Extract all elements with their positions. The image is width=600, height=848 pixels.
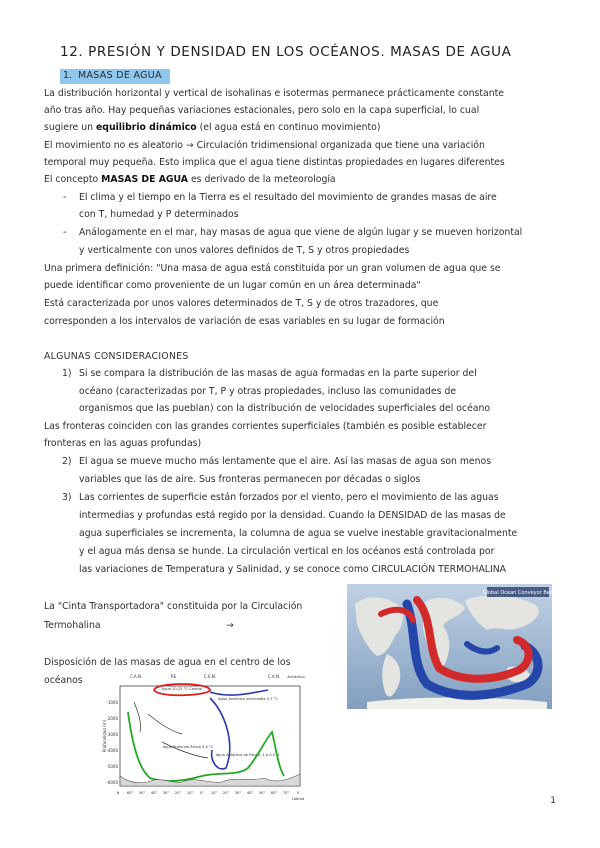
paragraph-line: puede identificar como proveniente de un lugar común en un área determinada" [44, 280, 421, 291]
x-tick: 60° [126, 791, 134, 795]
paragraph-line: fronteras en las aguas profundas) [44, 438, 202, 449]
x-tick: 20° [174, 791, 182, 795]
list-line: organismos que las pueblan) con la distribución de velocidades superficiales del océano [79, 403, 491, 414]
page-title: 12. PRESIÓN Y DENSIDAD EN LOS OCÉANOS. MASAS DE AGUA [60, 44, 512, 60]
paragraph-line: La distribución horizontal y vertical de isohalinas e isotermas permanece prácticamente constante [44, 88, 504, 99]
paragraph-line: Las fronteras coinciden con las grandes corrientes superficiales (también es posible establecer [44, 421, 487, 432]
bullet-mark: - [63, 192, 67, 203]
y-tick: -6000 [106, 780, 118, 785]
y-tick: -5000 [106, 764, 118, 769]
x-tick: 0° [199, 791, 205, 795]
conveyor-belt-map [347, 584, 552, 709]
caption-line: océanos [44, 675, 83, 686]
list-line: y el agua más densa se hunde. La circulación vertical en los océanos está controlada por [79, 546, 495, 557]
caption-line: Disposición de las masas de agua en el centro de los [44, 657, 291, 668]
list-number: 1) [62, 368, 72, 379]
map-svg [347, 584, 552, 709]
caption-line: La "Cinta Transportadora" constituida por la Circulación [44, 601, 303, 612]
list-line: intermedias y profundas está regido por la densidad. Cuando la DENSIDAD de las masas de [79, 510, 506, 521]
bullet-line: Análogamente en el mar, hay masas de agua que viene de algún lugar y se mueven horizontal [79, 227, 523, 238]
list-number: 2) [62, 456, 72, 467]
list-line: las variaciones de Temperatura y Salinidad, y se conoce como CIRCULACIÓN TERMOHALINA [79, 564, 507, 575]
top-mark: C.A.N. [267, 674, 281, 679]
bullet-line: El clima y el tiempo en la Tierra es el resultado del movimiento de grandes masas de aire [79, 192, 497, 203]
section-number: 1. [63, 70, 73, 81]
x-tick: 30° [162, 791, 170, 795]
considerations-heading: ALGUNAS CONSIDERACIONES [44, 351, 189, 362]
list-number: 3) [62, 492, 72, 503]
list-line: Las corrientes de superficie están forzados por el viento, pero el movimiento de las aguas [79, 492, 499, 503]
paragraph-line: Está caracterizada por unos valores determinados de T, S y de otros trazadores, que [44, 298, 439, 309]
x-tick: 70° [282, 791, 290, 795]
bold-term: MASAS DE AGUA [101, 174, 188, 185]
map-label: Global Ocean Conveyor Belt [482, 590, 552, 596]
x-tick: S [296, 791, 300, 795]
x-tick: 30° [234, 791, 242, 795]
top-mark: C.A.N. [129, 674, 143, 679]
bullet-line: con T, humedad y P determinados [79, 209, 239, 220]
paragraph-line: temporal muy pequeña. Esto implica que el agua tiene distintas propiedades en lugares diferentes [44, 157, 505, 168]
x-tick: 10° [210, 791, 218, 795]
bullet-mark: - [63, 227, 67, 238]
paragraph-line: El concepto MASAS DE AGUA es derivado de la meteorología [44, 174, 336, 185]
mass-label: Agua 20-25 °C Central [161, 687, 203, 691]
page-number: 1 [550, 796, 556, 806]
paragraph-line: corresponden a los intervalos de variación de esas variables en su lugar de formación [44, 316, 445, 327]
mass-label: Agua Antártica de Fondo -1 a 0.5 °C [215, 753, 281, 757]
list-line: variables que las de aire. Sus fronteras permanecen por décadas o siglos [79, 474, 421, 485]
x-tick: 50° [258, 791, 266, 795]
x-tick: 10° [186, 791, 194, 795]
section-heading-highlight [60, 69, 170, 84]
x-tick: 40° [246, 791, 254, 795]
water-masses-section-figure [98, 672, 313, 802]
x-axis-label: Latitud [291, 797, 305, 801]
list-line: El agua se mueve mucho más lentamente que el aire. Así las masas de agua son menos [79, 456, 492, 467]
section-title: MASAS DE AGUA [78, 70, 162, 81]
bold-term: equilibrio dinámico [95, 122, 197, 133]
mass-label: Agua Antártica Intermedia 3-7 °C [218, 697, 278, 701]
mass-label: Agua Profunda Ártica 3-4 °C [162, 745, 214, 749]
top-mark: P.E. [170, 674, 178, 679]
top-right-label: Antártica [287, 674, 305, 679]
x-tick: N [116, 791, 120, 795]
arrow-right-icon: → [226, 620, 234, 631]
caption-line: Termohalina [44, 620, 101, 631]
x-tick: 60° [270, 791, 278, 795]
x-tick: 40° [150, 791, 158, 795]
list-line: Si se compara la distribución de las masas de agua formadas en la parte superior del [79, 368, 477, 379]
y-tick: -4000 [106, 748, 118, 753]
y-axis-label: Profundidad (m) [102, 719, 107, 753]
section-svg [98, 672, 313, 802]
y-tick: -1000 [106, 700, 118, 705]
list-line: agua superficiales se incrementa, la columna de agua se vuelve inestable gravitacionalmente [79, 528, 518, 539]
x-tick: 20° [222, 791, 230, 795]
paragraph-line: año tras año. Hay pequeñas variaciones estacionales, pero solo en la capa superficial, lo cual [44, 105, 480, 116]
list-line: océano (caracterizadas por T, P y otras propiedades, incluso las comunidades de [79, 386, 457, 397]
bullet-line: y verticalmente con unos valores definidos de T, S y otros propiedades [79, 245, 410, 256]
top-mark: C.E.N. [203, 674, 217, 679]
paragraph-line: Una primera definición: "Una masa de agua está constituida por un gran volumen de agua que se [44, 263, 501, 274]
paragraph-line: El movimiento no es aleatorio → Circulación tridimensional organizada que tiene una variación [44, 140, 485, 151]
paragraph-line: sugiere un equilibrio dinámico (el agua está en continuo movimiento) [44, 122, 381, 133]
y-tick: -3000 [106, 732, 118, 737]
x-tick: 50° [138, 791, 146, 795]
y-tick: -2000 [106, 716, 118, 721]
